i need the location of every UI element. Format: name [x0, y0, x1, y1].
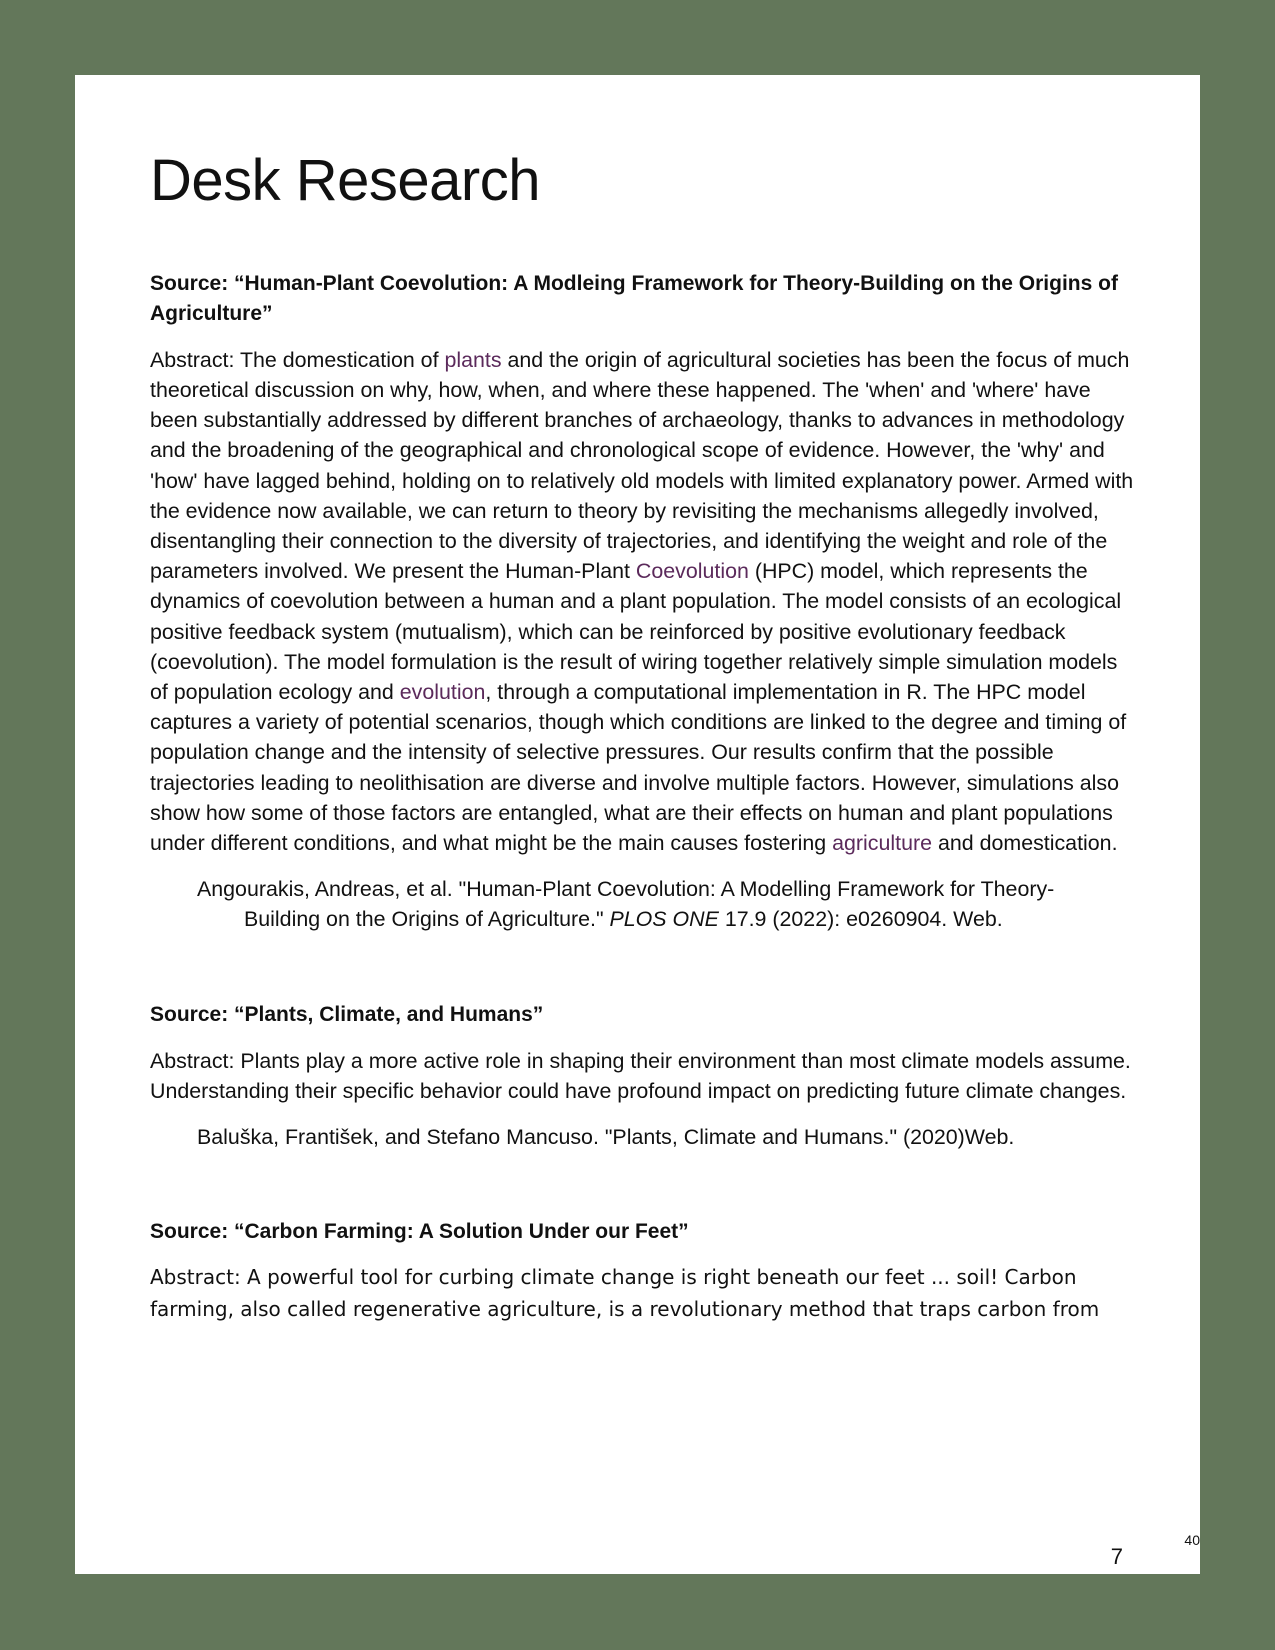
document-page	[75, 75, 1200, 1574]
link-coevolution[interactable]: Coevolution	[635, 559, 749, 584]
citation-text: 17.9 (2022): e0260904. Web.	[718, 907, 1003, 932]
source-heading: Source: “Plants, Climate, and Humans”	[150, 1002, 544, 1026]
link-plants[interactable]: plants	[444, 347, 502, 372]
link-evolution[interactable]: evolution	[399, 680, 486, 705]
page-number: 7	[1110, 1544, 1123, 1569]
citation: Baluška, František, and Stefano Mancuso. "Plants, Climate and Humans." (2020)Web.	[197, 1125, 1015, 1150]
abstract-text-segment: (HPC) model, which represents the dynamics of coevolution between a human and a plant population. The model consists of an ecological positive feedback system (mutualism), which can be reinforced by positive evolutionary feedback (coevolution). The model formulation is the result of wiring together relatively simple simulation models of population ecology and	[150, 559, 1122, 705]
citation-text: Angourakis, Andreas, et al. "Human-Plant Coevolution: A Modelling Framework for Theory-Building on the Origins of Agriculture."	[197, 877, 1055, 932]
abstract-text-segment: and domestication.	[932, 831, 1118, 856]
abstract-text-segment: and the origin of agricultural societies has been the focus of much theoretical discussion on why, how, when, and where these happened. The 'when' and 'where' have been substantially addressed by different branches of archaeology, thanks to advances in methodology and the broadening of the geographical and chronological scope of evidence. However, the 'why' and 'how' have lagged behind, holding on to relatively old models with limited explanatory power. Armed with the evidence now available, we can return to theory by revisiting the mechanisms allegedly involved, disentangling their connection to the diversity of trajectories, and identifying the weight and role of the parameters involved. We present the Human-Plant	[150, 347, 1134, 584]
abstract-text	[150, 345, 1140, 858]
page-content	[150, 149, 1140, 1325]
source-section-3	[150, 1217, 1140, 1325]
page-title: Desk Research	[150, 148, 540, 213]
abstract-text-segment: , through a computational implementation in R. The HPC model captures a variety of potential scenarios, though which conditions are linked to the degree and timing of population change and the intensity of selective pressures. Our results confirm that the possible trajectories leading to neolithisation are diverse and involve multiple factors. However, simulations also show how some of those factors are entangled, what are their effects on human and plant populations under different conditions, and what might be the main causes fostering	[150, 680, 1127, 856]
abstract-text: Abstract: Plants play a more active role in shaping their environment than most climate models assume. Understanding their specific behavior could have profound impact on predicting future climate changes.	[150, 1048, 1131, 1103]
abstract-text: Abstract: A powerful tool for curbing climate change is right beneath our feet ... soil! Carbon farming, also called regenerative agriculture, is a revolutionary method that traps carbon from	[150, 1265, 1100, 1322]
citation	[197, 874, 1104, 934]
source-heading: Source: “Human-Plant Coevolution: A Modleing Framework for Theory-Building on the Origins of Agriculture”	[150, 271, 1118, 325]
outer-page-number: 40	[1184, 1532, 1200, 1548]
citation-journal: PLOS ONE	[609, 907, 719, 932]
source-section-2	[150, 1000, 1140, 1153]
source-section-1	[150, 269, 1140, 935]
source-heading: Source: “Carbon Farming: A Solution Under our Feet”	[150, 1220, 689, 1244]
abstract-text-segment: Abstract: The domestication of	[150, 347, 445, 372]
link-agriculture[interactable]: agriculture	[832, 831, 933, 856]
